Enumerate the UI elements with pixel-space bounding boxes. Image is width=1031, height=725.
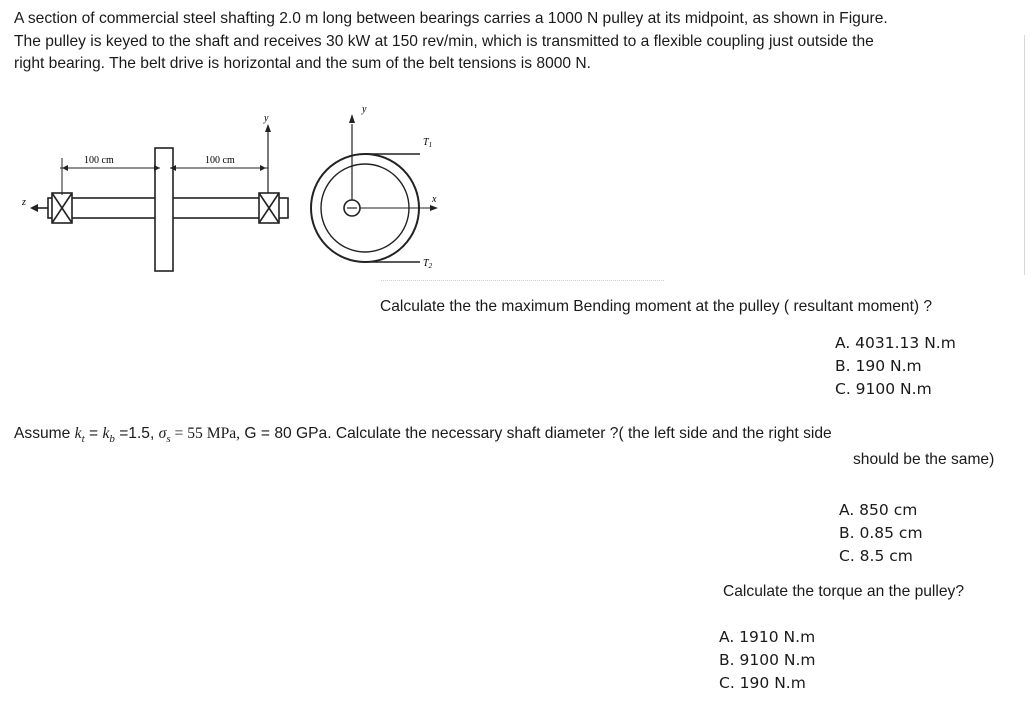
t1-label: $T_1$ [423, 137, 433, 149]
question-2-option-a[interactable]: A. 850 cm [839, 501, 918, 519]
dimension-label-left: 100 cm [84, 155, 114, 166]
cropped-text-artifact [381, 280, 664, 285]
question-3-text: Calculate the torque an the pulley? [723, 583, 965, 600]
shaft-pulley-figure [0, 0, 460, 280]
question-1-options [835, 332, 956, 401]
question-2-option-c[interactable]: C. 8.5 cm [839, 547, 913, 565]
question-1-option-a[interactable]: A. 4031.13 N.m [835, 334, 956, 352]
adjacent-window-edge [1024, 35, 1031, 275]
problem-line-2: The pulley is keyed to the shaft and receives 30 kW at 150 rev/min, which is transmitted to a flexible coupling just outside the [14, 32, 874, 50]
pulley-side-view [155, 148, 173, 271]
axis-label-z: z [22, 197, 26, 208]
axis-label-y-shaft: y [264, 113, 269, 124]
sigma-symbol: $\sigma_s$ [158, 425, 171, 446]
dimension-label-right: 100 cm [205, 155, 235, 166]
question-2-options [839, 499, 923, 568]
axis-label-x: x [432, 194, 437, 205]
question-2-option-b[interactable]: B. 0.85 cm [839, 524, 923, 542]
question-3-options [719, 626, 815, 695]
z-axis-arrowhead [30, 204, 38, 212]
question-3-option-c[interactable]: C. 190 N.m [719, 674, 806, 692]
question-1-option-c[interactable]: C. 9100 N.m [835, 380, 932, 398]
problem-line-3: right bearing. The belt drive is horizontal and the sum of the belt tensions is 8000 N. [14, 55, 592, 72]
question-2-text: Assume $k_t = k_b =1.5$, $\sigma_s = 55$ MPa, G = 80 GPa. Calculate the necessary shaft diameter ?( the left side and the right side [14, 425, 832, 446]
question-1-option-b[interactable]: B. 190 N.m [835, 357, 922, 375]
axis-label-y-pulley: y [362, 104, 367, 115]
kt-symbol: $k_t$ [74, 425, 85, 446]
kb-symbol: $k_b$ [102, 425, 115, 446]
question-3-option-b[interactable]: B. 9100 N.m [719, 651, 816, 669]
t2-label: $T_2$ [423, 258, 433, 270]
question-2-text-line-2: should be the same) [853, 451, 995, 468]
question-1-text: Calculate the the maximum Bending moment at the pulley ( resultant moment) ? [380, 298, 933, 315]
question-3-option-a[interactable]: A. 1910 N.m [719, 628, 816, 646]
problem-line-1: A section of commercial steel shafting 2.0 m long between bearings carries a 1000 N pulley at its midpoint, as shown in Figure. [14, 10, 888, 27]
